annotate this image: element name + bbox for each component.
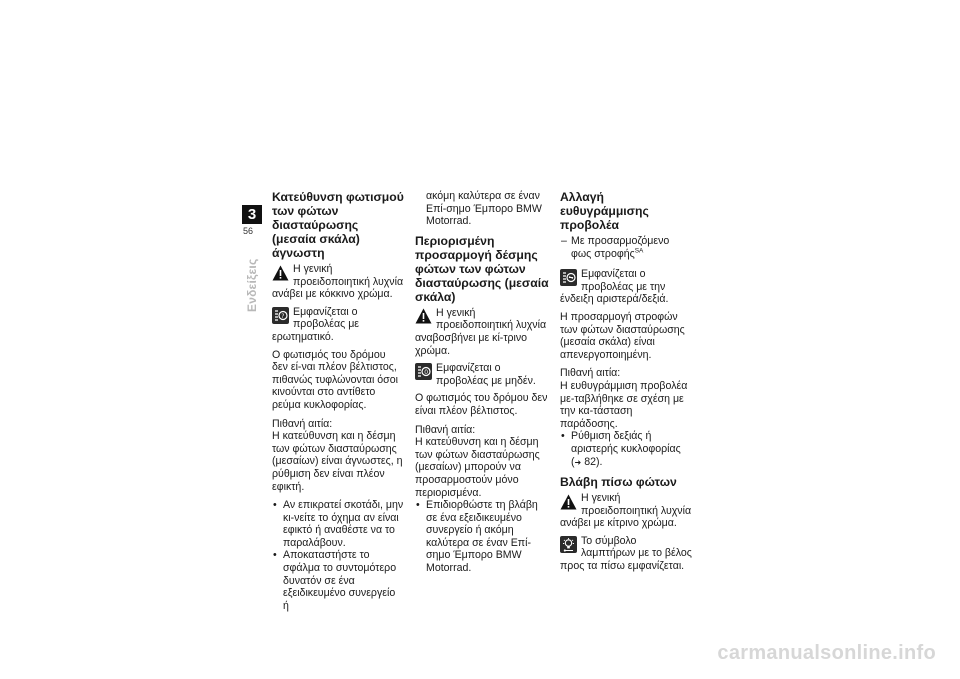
warning-indicator-text: Η γενική προειδοποιητική λυχνία ανάβει με κόκκινο χρώμα.	[272, 263, 404, 301]
warning-indicator-text: Η γενική προειδοποιητική λυχνία ανάβει με κίτρινο χρώμα.	[560, 492, 692, 530]
headlight-question-icon	[272, 307, 289, 324]
warning-indicator-row	[415, 307, 549, 357]
headlight-indicator-row	[415, 362, 549, 387]
paragraph: Η προσαρμογή στροφών των φώτων διασταύρωσης (μεσαία σκάλα) είναι απενεργοποιημένη.	[560, 310, 685, 361]
paragraph: Η ευθυγράμμιση προβολέα με-ταβλήθηκε σε σχέση με την κα-τάσταση παράδοσης.	[560, 379, 688, 430]
cause-label: Πιθανή αιτία:	[415, 423, 476, 436]
option-text: Με προσαρμοζόμενο φως στροφής	[571, 235, 670, 260]
action-list	[415, 499, 549, 575]
chapter-number: 3	[242, 205, 262, 224]
paragraph: Η κατεύθυνση και η δέσμη των φώτων διασταύρωσης (μεσαίων) μπορούν να προσαρμοστούν μόνο περιορισμένα.	[415, 436, 540, 499]
headlight-zero-icon	[415, 363, 432, 380]
warning-triangle-icon	[272, 264, 289, 281]
bulb-arrow-back-icon	[560, 536, 577, 553]
list-item	[560, 430, 692, 469]
warning-triangle-icon	[560, 493, 577, 510]
cause-label: Πιθανή αιτία:	[560, 367, 621, 380]
lamp-indicator-row	[560, 535, 692, 573]
headlight-indicator-row	[560, 268, 692, 306]
page-reference-link[interactable]: 82	[584, 455, 596, 468]
list-item: • Επιδιορθώστε τη βλάβη σε ένα εξειδικευμένο συνεργείο ή ακόμη καλύτερα σε έναν Επί-σημο Έμπορο BMW Motorrad.	[415, 499, 549, 575]
headlight-left-right-icon	[560, 269, 577, 286]
sa-marker: SA	[634, 247, 644, 255]
warning-triangle-icon	[415, 308, 432, 325]
warning-indicator-row	[272, 263, 404, 301]
column-2	[415, 190, 549, 581]
watermark: carmanualsonline.info	[717, 642, 936, 664]
svg-text:0: 0	[424, 369, 429, 377]
section-heading: Περιορισμένη προσαρμογή δέσμης φώτων των φώτων διασταύρωσης (μεσαία σκάλα)	[415, 233, 549, 304]
warning-indicator-text: Η γενική προειδοποιητική λυχνία αναβοσβήνει με κί-τρινο χρώμα.	[415, 306, 547, 357]
cause-label: Πιθανή αιτία:	[272, 417, 333, 430]
paragraph: Η κατεύθυνση και η δέσμη των φώτων διασταύρωσης (μεσαίων) είναι άγνωστες, η ρύθμιση δεν είναι πλέον εφικτή.	[272, 430, 403, 493]
page-number: 56	[243, 226, 254, 236]
column-3	[560, 190, 692, 578]
headlight-indicator-text: Εμφανίζεται ο προβολέας με την ένδειξη αριστερά/δεξιά.	[560, 268, 669, 306]
action-list	[560, 430, 692, 469]
action-list	[272, 499, 404, 612]
chapter-side-title: Ενδείξεις	[245, 258, 259, 312]
section-heading: Κατεύθυνση φωτισμού των φώτων διασταύρωσης (μεσαία σκάλα) άγνωστη	[272, 190, 404, 260]
section-heading: Αλλαγή ευθυγράμμισης προβολέα	[560, 190, 649, 232]
list-item-end: ).	[595, 455, 603, 468]
option-list	[560, 235, 692, 260]
continued-text: ακόμη καλύτερα σε έναν Επί-σημο Έμπορο BMW Motorrad.	[426, 190, 542, 228]
section-heading: Βλάβη πίσω φώτων	[560, 475, 677, 490]
list-item: • Αν επικρατεί σκοτάδι, μην κι-νείτε το όχημα αν είναι εφικτό ή αναθέστε να το παραλάβουν.	[272, 499, 404, 549]
list-item: • Αποκαταστήστε το σφάλμα το συντομότερο δυνατόν σε ένα εξειδικευμένο συνεργείο ή	[272, 549, 404, 612]
arrow-right-icon: ➜	[574, 457, 582, 467]
paragraph: Ο φωτισμός του δρόμου δεν είναι πλέον βέλτιστος.	[415, 392, 548, 417]
svg-text:?: ?	[281, 312, 285, 320]
list-item-text: Ρύθμιση δεξιάς ή αριστερής κυκλοφορίας (	[571, 430, 681, 468]
warning-indicator-row	[560, 492, 692, 530]
paragraph: Ο φωτισμός του δρόμου δεν εί-ναι πλέον βέλτιστος, πιθανώς τυφλώνονται όσοι κινούνται στο αντίθετο ρεύμα κυκλοφορίας.	[272, 348, 398, 411]
headlight-indicator-row	[272, 306, 404, 344]
lamp-indicator-text: Το σύμβολο λαμπτήρων με το βέλος προς τα πίσω εμφανίζεται.	[560, 534, 692, 573]
headlight-indicator-text: Εμφανίζεται ο προβολέας με ερωτηματικό.	[272, 305, 360, 343]
column-1	[272, 190, 404, 618]
headlight-indicator-text: Εμφανίζεται ο προβολέας με μηδέν.	[436, 362, 536, 387]
list-item	[560, 235, 692, 260]
